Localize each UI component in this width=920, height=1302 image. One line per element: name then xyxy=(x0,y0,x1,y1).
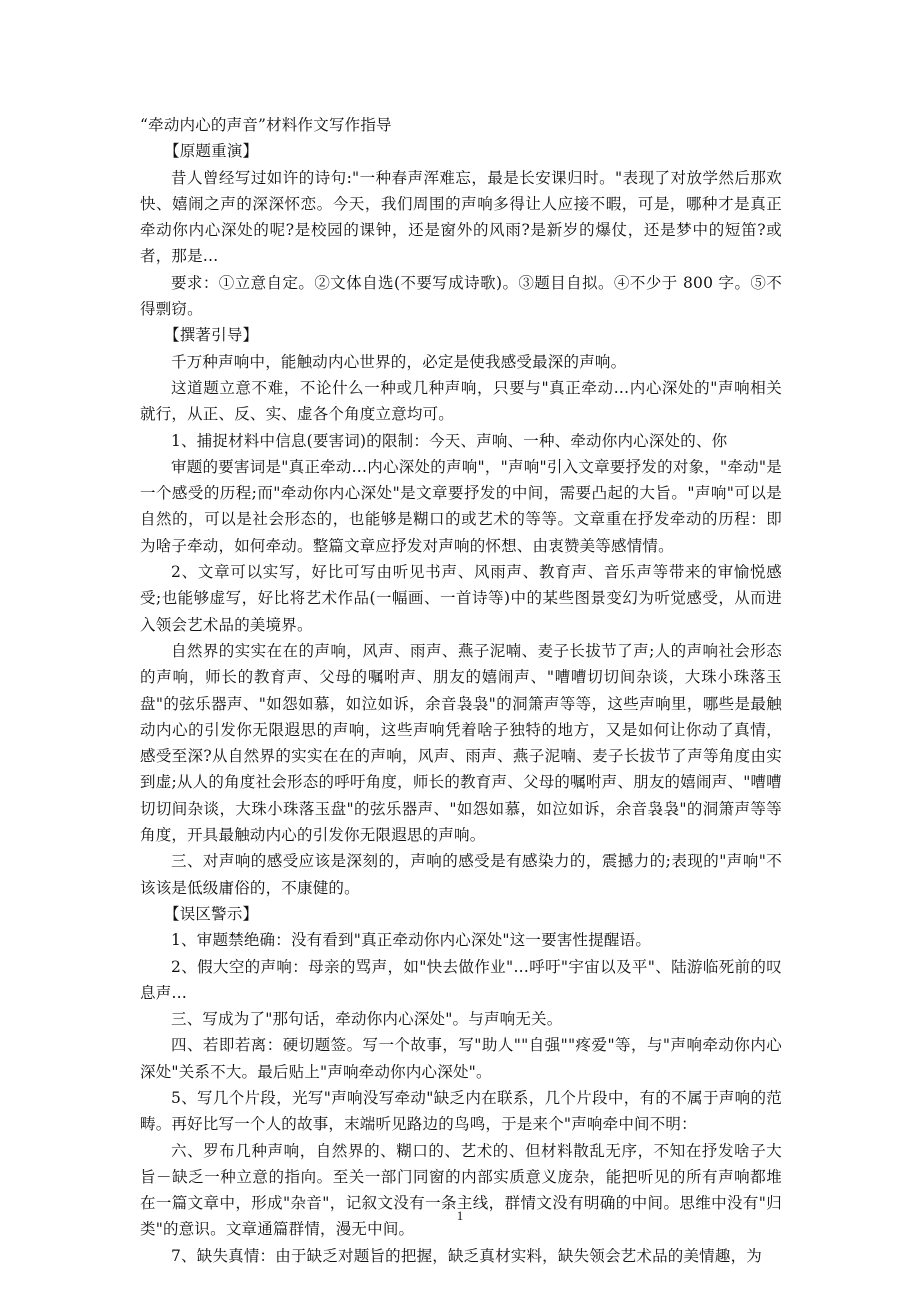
body-paragraph: 四、若即若离：硬切题签。写一个故事，写"助人""自强""疼爱"等，与"声响牵动你内心深处"关系不大。最后贴上"声响牵动你内心深处"。 xyxy=(140,1036,782,1081)
body-paragraph: 三、写成为了"那句话，牵动你内心深处"。与声响无关。 xyxy=(171,1010,563,1029)
body-paragraph: 审题的要害词是"真正牵动…内心深处的声响"，"声响"引入文章要抒发的对象，"牵动"是一个感受的历程;而"牵动你内心深处"是文章要抒发的中间，需要凸起的大旨。"声响"可以是自然的，可以是社会形态的，也能够是糊口的或艺术的等等。文章重在抒发牵动的历程：即为啥子牵动，如何牵动。整篇文章应抒发对声响的怀想、由衷赞美等感情情。 xyxy=(140,457,782,555)
body-paragraph: 六、罗布几种声响，自然界的、糊口的、艺术的、但材料散乱无序，不知在抒发啥子大旨－缺乏一种立意的指向。至关一部门同窗的内部实质意义庞杂，能把听见的所有声响都堆在一篇文章中，形成"杂音"，记叙文没有一条主线，群情文没有明确的中间。思维中没有"归类"的意识。文章通篇群情，漫无中间。 xyxy=(140,1141,782,1239)
page-number: 1 xyxy=(456,1208,464,1223)
body-paragraph: 这道题立意不难，不论什么一种或几种声响，只要与"真正牵动…内心深处的"声响相关就行，从正、反、实、虚各个角度立意均可。 xyxy=(140,378,782,424)
body-paragraph: 1、审题禁绝确：没有看到"真正牵动你内心深处"这一要害性提醒语。 xyxy=(171,931,652,950)
document-body xyxy=(140,112,782,1269)
body-paragraph: 要求：①立意自定。②文体自选(不要写成诗歌)。③题目自拟。④不少于 800 字。⑤不得剽窃。 xyxy=(140,273,782,319)
body-paragraph: 昔人曾经写过如许的诗句:"一种春声浑难忘，最是长安课归时。"表现了对放学然后那欢快、嬉闹之声的深深怀恋。今天，我们周围的声响多得让人应接不暇，可是，哪种才是真正牵动你内心深处的呢?是校园的课钟，还是窗外的风雨?是新岁的爆仗，还是梦中的短笛?或者，那是… xyxy=(140,168,782,266)
section-heading: 【误区警示】 xyxy=(164,904,259,923)
body-paragraph: 千万种声响中，能触动内心世界的，必定是使我感受最深的声响。 xyxy=(171,352,627,371)
body-paragraph: 三、对声响的感受应该是深刻的，声响的感受是有感染力的，震撼力的;表现的"声响"不该该是低级庸俗的，不康健的。 xyxy=(140,852,782,897)
body-paragraph: 2、文章可以实写，好比可写由听见书声、风雨声、教育声、音乐声等带来的审愉悦感受;也能够虚写，好比将艺术作品(一幅画、一首诗等)中的某些图景变幻为听觉感受，从而进入领会艺术品的美境界。 xyxy=(140,563,782,634)
document-title: “牵动内心的声音”材料作文写作指导 xyxy=(140,116,392,134)
section-heading: 【撰著引导】 xyxy=(164,326,259,345)
body-paragraph: 自然界的实实在在的声响，风声、雨声、燕子泥喃、麦子长拔节了声;人的声响社会形态的声响，师长的教育声、父母的嘱咐声、朋友的嬉闹声、"嘈嘈切切间杂谈，大珠小珠落玉盘"的弦乐器声、"如怨如慕，如泣如诉，余音袅袅"的洞箫声等等，这些声响里，哪些是最触动内心的引发你无限遐思的声响，这些声响凭着啥子独特的地方，又是如何让你动了真情，感受至深?从自然界的实实在在的声响，风声、雨声、燕子泥喃、麦子长拔节了声等角度由实到虚;从人的角度社会形态的呼吁角度，师长的教育声、父母的嘱咐声、朋友的嬉闹声、"嘈嘈切切间杂谈，大珠小珠落玉盘"的弦乐器声、"如怨如慕，如泣如诉，余音袅袅"的洞箫声等等角度，开具最触动内心的引发你无限遐思的声响。 xyxy=(140,641,782,845)
body-paragraph: 2、假大空的声响：母亲的骂声，如"快去做作业"…呼吁"宇宙以及平"、陆游临死前的叹息声… xyxy=(140,957,782,1002)
body-paragraph: 7、缺失真情：由于缺乏对题旨的把握，缺乏真材实料，缺失领会艺术品的美情趣，为 xyxy=(171,1246,762,1265)
body-paragraph: 1、捕捉材料中信息(要害词)的限制：今天、声响、一种、牵动你内心深处的、你 xyxy=(171,431,728,450)
body-paragraph: 5、写几个片段，光写"声响没写牵动"缺乏内在联系，几个片段中，有的不属于声响的范畴。再好比写一个人的故事，末端听见路边的鸟鸣，于是来个"声响牵中间不明： xyxy=(140,1088,782,1134)
section-heading: 【原题重演】 xyxy=(164,142,259,161)
